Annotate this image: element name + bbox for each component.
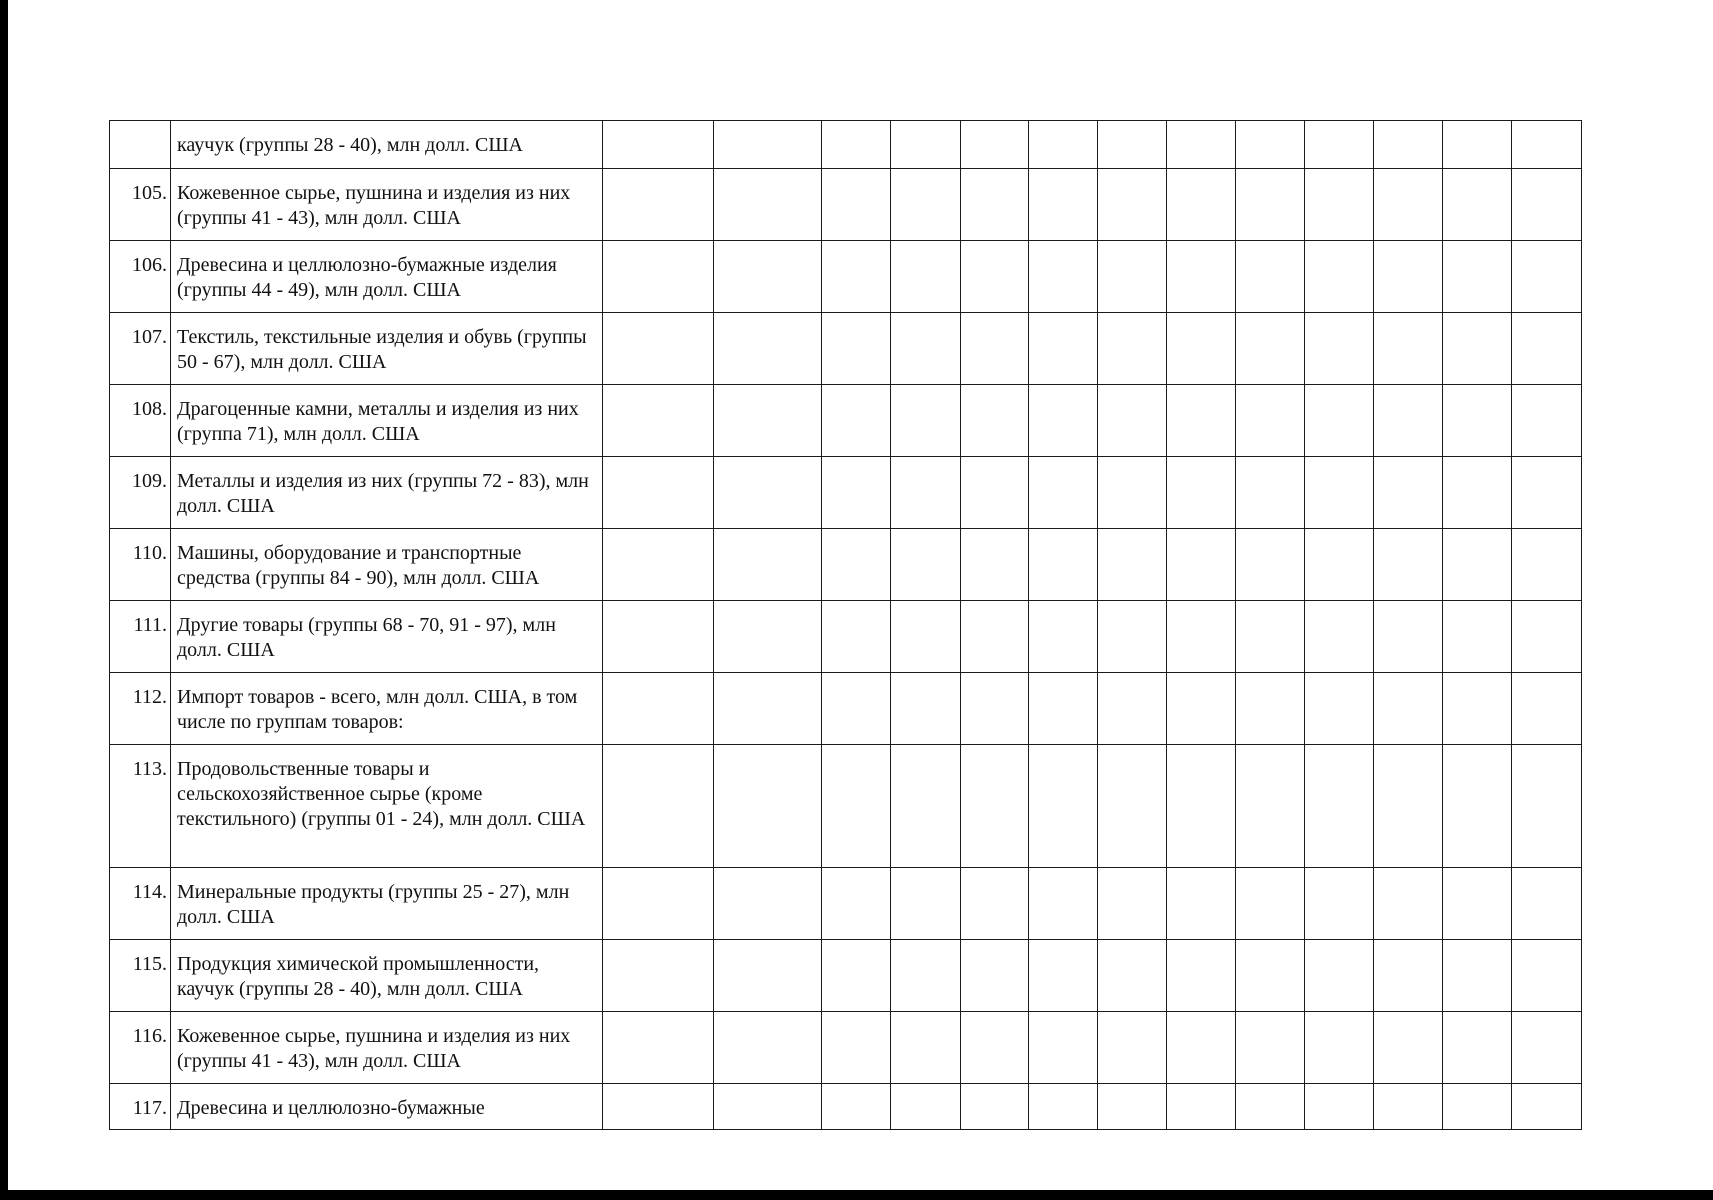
data-cell [603, 868, 714, 940]
table-row [110, 1012, 1582, 1084]
data-cell [1305, 601, 1374, 673]
data-cell [1374, 601, 1443, 673]
data-cell [1305, 1084, 1374, 1130]
data-cell [1167, 673, 1236, 745]
row-label: Минеральные продукты (группы 25 - 27), млн долл. США [171, 868, 603, 940]
data-cell [1029, 745, 1098, 868]
data-cell [1029, 1012, 1098, 1084]
data-cell [1512, 1012, 1582, 1084]
row-number: 107. [110, 313, 171, 385]
data-cell [1512, 385, 1582, 457]
data-cell [1167, 868, 1236, 940]
data-cell [714, 241, 822, 313]
data-cell [891, 385, 961, 457]
table-row [110, 1084, 1582, 1130]
data-cell [891, 868, 961, 940]
table-row [110, 121, 1582, 169]
data-cell [891, 457, 961, 529]
data-cell [891, 673, 961, 745]
data-cell [891, 745, 961, 868]
data-cell [822, 529, 891, 601]
data-cell [822, 457, 891, 529]
data-cell [1167, 241, 1236, 313]
table-body [110, 121, 1582, 1130]
table-row [110, 169, 1582, 241]
data-cell [1236, 1012, 1305, 1084]
data-cell [1236, 241, 1305, 313]
data-cell [1236, 169, 1305, 241]
data-cell [1443, 121, 1512, 169]
data-cell [961, 745, 1029, 868]
row-label: Текстиль, текстильные изделия и обувь (группы 50 - 67), млн долл. США [171, 313, 603, 385]
data-cell [1374, 1084, 1443, 1130]
data-cell [1098, 457, 1167, 529]
row-number: 114. [110, 868, 171, 940]
data-cell [1443, 457, 1512, 529]
table-row [110, 745, 1582, 868]
table-row [110, 313, 1582, 385]
data-cell [1305, 529, 1374, 601]
data-cell [1098, 121, 1167, 169]
data-cell [1029, 1084, 1098, 1130]
data-cell [1305, 673, 1374, 745]
data-cell [822, 1012, 891, 1084]
data-cell [822, 313, 891, 385]
data-cell [1512, 745, 1582, 868]
data-cell [1305, 169, 1374, 241]
data-cell [1236, 121, 1305, 169]
data-cell [1374, 868, 1443, 940]
data-cell [1029, 940, 1098, 1012]
data-cell [1512, 673, 1582, 745]
data-cell [1236, 940, 1305, 1012]
data-cell [1029, 673, 1098, 745]
data-cell [822, 868, 891, 940]
data-cell [1374, 940, 1443, 1012]
table-row [110, 241, 1582, 313]
data-cell [1167, 313, 1236, 385]
data-cell [961, 673, 1029, 745]
table-row [110, 601, 1582, 673]
table-row [110, 457, 1582, 529]
data-cell [822, 601, 891, 673]
data-cell [1443, 241, 1512, 313]
data-cell [603, 1084, 714, 1130]
data-cell [822, 385, 891, 457]
row-number: 116. [110, 1012, 171, 1084]
data-cell [603, 601, 714, 673]
table-row [110, 673, 1582, 745]
data-cell [603, 940, 714, 1012]
data-cell [822, 241, 891, 313]
row-label: Кожевенное сырье, пушнина и изделия из них (группы 41 - 43), млн долл. США [171, 1012, 603, 1084]
data-cell [822, 1084, 891, 1130]
data-cell [1167, 121, 1236, 169]
data-cell [1098, 169, 1167, 241]
data-cell [1098, 241, 1167, 313]
data-cell [1374, 1012, 1443, 1084]
data-cell [714, 1012, 822, 1084]
data-cell [603, 385, 714, 457]
row-number [110, 121, 171, 169]
data-cell [1374, 121, 1443, 169]
data-cell [714, 169, 822, 241]
row-number: 105. [110, 169, 171, 241]
data-cell [1029, 868, 1098, 940]
row-label: Драгоценные камни, металлы и изделия из них (группа 71), млн долл. США [171, 385, 603, 457]
data-cell [961, 385, 1029, 457]
data-cell [1236, 868, 1305, 940]
data-cell [1512, 529, 1582, 601]
scan-bottom-edge [0, 1190, 1713, 1200]
row-label: Импорт товаров - всего, млн долл. США, в том числе по группам товаров: [171, 673, 603, 745]
data-cell [1512, 868, 1582, 940]
data-cell [822, 673, 891, 745]
scan-left-edge [0, 0, 8, 1200]
row-number: 106. [110, 241, 171, 313]
row-number: 110. [110, 529, 171, 601]
data-cell [603, 529, 714, 601]
data-cell [1374, 457, 1443, 529]
row-number: 111. [110, 601, 171, 673]
data-cell [714, 385, 822, 457]
data-cell [1167, 745, 1236, 868]
data-cell [603, 169, 714, 241]
data-cell [1443, 385, 1512, 457]
data-cell [1305, 1012, 1374, 1084]
data-cell [1305, 745, 1374, 868]
data-cell [1374, 745, 1443, 868]
data-cell [714, 313, 822, 385]
data-cell [1098, 1012, 1167, 1084]
data-cell [1443, 529, 1512, 601]
indicators-table [109, 120, 1582, 1130]
data-cell [1029, 457, 1098, 529]
data-cell [603, 673, 714, 745]
data-cell [961, 313, 1029, 385]
data-cell [1167, 940, 1236, 1012]
data-cell [1098, 1084, 1167, 1130]
data-cell [1236, 457, 1305, 529]
data-cell [1236, 601, 1305, 673]
table-row [110, 385, 1582, 457]
data-cell [1236, 745, 1305, 868]
data-cell [891, 169, 961, 241]
data-cell [961, 169, 1029, 241]
data-cell [1512, 457, 1582, 529]
data-cell [1374, 673, 1443, 745]
data-cell [961, 529, 1029, 601]
row-number: 109. [110, 457, 171, 529]
row-label: Продукция химической промышленности, каучук (группы 28 - 40), млн долл. США [171, 940, 603, 1012]
data-cell [1443, 673, 1512, 745]
data-cell [822, 121, 891, 169]
row-number: 108. [110, 385, 171, 457]
data-cell [714, 529, 822, 601]
data-cell [603, 313, 714, 385]
data-cell [1443, 940, 1512, 1012]
data-cell [1512, 601, 1582, 673]
data-cell [961, 241, 1029, 313]
data-cell [1236, 529, 1305, 601]
row-label: Кожевенное сырье, пушнина и изделия из них (группы 41 - 43), млн долл. США [171, 169, 603, 241]
data-cell [1443, 745, 1512, 868]
row-label: Другие товары (группы 68 - 70, 91 - 97), млн долл. США [171, 601, 603, 673]
data-cell [1236, 385, 1305, 457]
data-cell [1305, 940, 1374, 1012]
row-number: 117. [110, 1084, 171, 1130]
data-cell [714, 940, 822, 1012]
row-number: 115. [110, 940, 171, 1012]
data-cell [822, 169, 891, 241]
data-cell [961, 940, 1029, 1012]
data-cell [714, 673, 822, 745]
data-cell [891, 529, 961, 601]
row-label: Продовольственные товары и сельскохозяйственное сырье (кроме текстильного) (группы 01 - 24), млн долл. США [171, 745, 603, 868]
data-cell [1167, 1012, 1236, 1084]
data-cell [1512, 241, 1582, 313]
row-number: 112. [110, 673, 171, 745]
data-cell [1512, 313, 1582, 385]
data-cell [1443, 169, 1512, 241]
data-cell [1098, 313, 1167, 385]
data-cell [1236, 1084, 1305, 1130]
data-cell [891, 601, 961, 673]
data-cell [1305, 868, 1374, 940]
data-cell [1029, 385, 1098, 457]
data-cell [1098, 940, 1167, 1012]
row-label: Металлы и изделия из них (группы 72 - 83), млн долл. США [171, 457, 603, 529]
data-cell [1374, 313, 1443, 385]
data-cell [1374, 529, 1443, 601]
row-label: Машины, оборудование и транспортные средства (группы 84 - 90), млн долл. США [171, 529, 603, 601]
data-cell [822, 940, 891, 1012]
data-cell [891, 241, 961, 313]
data-cell [1029, 601, 1098, 673]
data-cell [1098, 673, 1167, 745]
data-cell [603, 745, 714, 868]
data-cell [714, 121, 822, 169]
data-cell [891, 1084, 961, 1130]
data-cell [1167, 529, 1236, 601]
data-cell [1029, 121, 1098, 169]
data-cell [1374, 241, 1443, 313]
data-cell [714, 601, 822, 673]
data-cell [1029, 313, 1098, 385]
data-cell [891, 1012, 961, 1084]
data-cell [1512, 940, 1582, 1012]
data-cell [891, 313, 961, 385]
data-cell [714, 745, 822, 868]
data-cell [603, 1012, 714, 1084]
data-cell [1374, 385, 1443, 457]
data-cell [1098, 601, 1167, 673]
data-cell [1443, 1084, 1512, 1130]
data-cell [961, 457, 1029, 529]
data-cell [1512, 1084, 1582, 1130]
data-cell [1305, 121, 1374, 169]
data-cell [1443, 1012, 1512, 1084]
data-cell [714, 1084, 822, 1130]
data-cell [961, 121, 1029, 169]
data-cell [1305, 241, 1374, 313]
data-cell [961, 601, 1029, 673]
data-cell [1374, 169, 1443, 241]
data-cell [603, 241, 714, 313]
data-cell [1167, 1084, 1236, 1130]
data-cell [1098, 529, 1167, 601]
table-row [110, 868, 1582, 940]
data-cell [603, 457, 714, 529]
data-cell [1443, 313, 1512, 385]
data-cell [714, 457, 822, 529]
data-cell [822, 745, 891, 868]
data-cell [714, 868, 822, 940]
data-cell [1305, 457, 1374, 529]
data-cell [1443, 601, 1512, 673]
data-cell [891, 121, 961, 169]
table-row [110, 529, 1582, 601]
data-cell [961, 868, 1029, 940]
data-cell [1512, 121, 1582, 169]
data-cell [1236, 313, 1305, 385]
row-label: Древесина и целлюлозно-бумажные изделия (группы 44 - 49), млн долл. США [171, 241, 603, 313]
row-label: каучук (группы 28 - 40), млн долл. США [171, 121, 603, 169]
data-cell [961, 1012, 1029, 1084]
data-cell [961, 1084, 1029, 1130]
row-label: Древесина и целлюлозно-бумажные [171, 1084, 603, 1130]
data-cell [1305, 385, 1374, 457]
data-cell [1512, 169, 1582, 241]
data-cell [1167, 601, 1236, 673]
data-cell [1098, 745, 1167, 868]
data-cell [1029, 241, 1098, 313]
data-cell [1167, 169, 1236, 241]
table-row [110, 940, 1582, 1012]
data-cell [1236, 673, 1305, 745]
data-cell [1029, 169, 1098, 241]
data-cell [1167, 457, 1236, 529]
data-cell [603, 121, 714, 169]
data-cell [1167, 385, 1236, 457]
data-cell [1029, 529, 1098, 601]
data-cell [1443, 868, 1512, 940]
data-cell [1098, 385, 1167, 457]
data-cell [891, 940, 961, 1012]
row-number: 113. [110, 745, 171, 868]
data-cell [1098, 868, 1167, 940]
data-cell [1305, 313, 1374, 385]
